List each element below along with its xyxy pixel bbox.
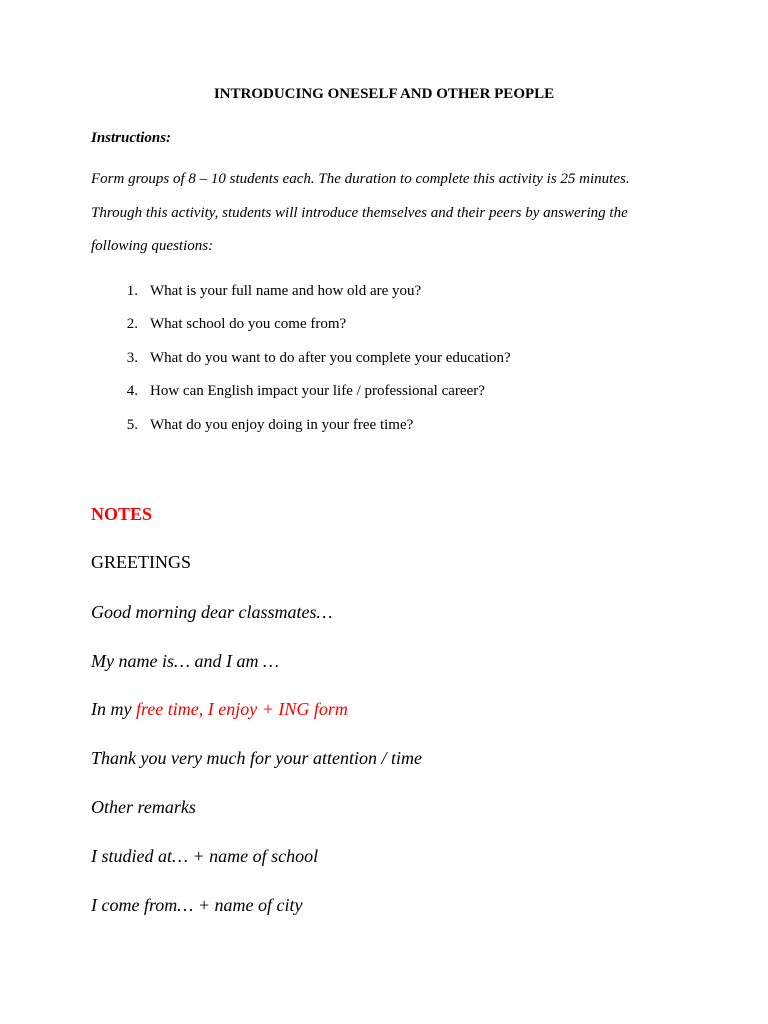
- question-text: What is your full name and how old are you?: [150, 283, 422, 299]
- question-item: [91, 310, 511, 343]
- instructions-line: Form groups of 8 – 10 students each. The duration to complete this activity is 25 minutes.: [91, 171, 630, 187]
- question-text: What do you want to do after you complete your education?: [150, 349, 511, 366]
- question-number: 1.: [126, 283, 138, 299]
- question-item: [91, 377, 511, 410]
- phrase-good-morning: Good morning dear classmates…: [91, 602, 333, 622]
- instructions-heading: Instructions:: [91, 130, 172, 146]
- phrase-thank-you: Thank you very much for your attention / time: [91, 748, 422, 768]
- question-item: [91, 344, 511, 377]
- phrase-other-remarks: Other remarks: [91, 797, 196, 817]
- phrase-studied-at: I studied at… + name of school: [91, 846, 319, 866]
- phrase-free-time: [91, 698, 348, 720]
- question-text: What do you enjoy doing in your free time?: [150, 416, 414, 433]
- phrase-come-from: I come from… + name of city: [91, 895, 303, 915]
- notes-heading: NOTES: [91, 504, 153, 524]
- phrase-my-name: My name is… and I am …: [91, 651, 279, 671]
- question-text: How can English impact your life / professional career?: [150, 383, 485, 400]
- greetings-heading: GREETINGS: [91, 552, 191, 572]
- questions-list: [91, 277, 511, 444]
- question-number: 5.: [126, 416, 138, 433]
- question-item: [91, 411, 511, 444]
- document-title: INTRODUCING ONESELF AND OTHER PEOPLE: [213, 86, 555, 102]
- question-number: 3.: [126, 349, 138, 366]
- phrase-free-time-prefix: In my: [91, 699, 136, 719]
- instructions-line: following questions:: [91, 238, 214, 254]
- question-number: 4.: [126, 383, 138, 400]
- instructions-line: Through this activity, students will introduce themselves and their peers by answering the: [91, 204, 628, 221]
- question-number: 2.: [126, 316, 138, 333]
- question-text: What school do you come from?: [150, 316, 347, 333]
- phrase-free-time-highlight: free time, I enjoy + ING form: [135, 699, 348, 719]
- instructions-paragraph: [91, 163, 671, 264]
- question-item: [91, 277, 511, 310]
